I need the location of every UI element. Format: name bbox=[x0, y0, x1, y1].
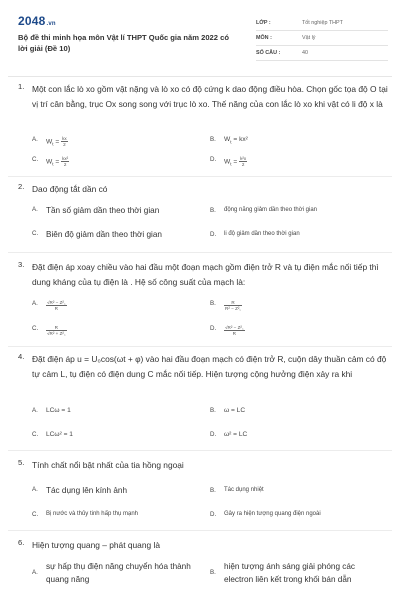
question-2: 2. Dao động tắt dần có A. Tần số giảm dần theo thời gian B. động năng giảm dần theo thời gian C. Biên độ giảm dần theo thời gian D. li độ giảm dần theo thời gian bbox=[18, 182, 388, 252]
quiz-title: Bộ đề thi minh họa môn Vật lí THPT Quốc gia năm 2022 có lời giải (Đề 10) bbox=[18, 33, 229, 53]
question-1: 1. Một con lắc lò xo gồm vật nặng và lò xo có độ cứng k dao động điều hòa. Chọn gốc tọa độ O tại vị trí cân bằng, trục Ox song song với trục lò xo. Thế năng của con lắc lò xo khi vật có li độ x là A. $W_t$ = $\frac{kx}{2}$ B. $W_t = kx^2$ C. $W_t$ = $\frac{\text{kx²}}{2}$ D. $W_t$ = $\frac{\text{k²x}}{2}$ bbox=[18, 82, 388, 167]
question-number: 3. bbox=[18, 260, 25, 269]
question-text: Đặt điện áp xoay chiều vào hai đầu một đoạn mạch gồm điện trở R và tụ điện mắc nối tiếp thì dung kháng của tụ điện là . Hệ số công suất của mạch là: bbox=[32, 262, 379, 287]
question-6 bbox=[18, 538, 388, 600]
question-divider bbox=[8, 346, 392, 347]
quiz-header bbox=[18, 10, 388, 70]
meta-subject: MÔN : Vật lý bbox=[256, 31, 388, 46]
quiz-meta bbox=[256, 16, 388, 61]
question-number: 4. bbox=[18, 352, 25, 361]
question-divider bbox=[8, 176, 392, 177]
site-logo[interactable]: 2048.vn bbox=[18, 14, 56, 28]
question-text: Một con lắc lò xo gồm vật nặng và lò xo có độ cứng k dao động điều hòa. Chọn gốc tọa độ O tại vị trí cân bằng, trục Ox song song với trục lò xo. Thế năng của con lắc lò xo khi vật có li độ x là bbox=[32, 84, 388, 109]
question-3: 3. Đặt điện áp xoay chiều vào hai đầu một đoạn mạch gồm điện trở R và tụ điện mắc nối tiếp thì dung kháng của tụ điện là . Hệ số công suất của mạch là: A. $\frac{\text{√R² − Z²꜀}}{R}$ B. $\frac{R}{\text{R² − Z²꜀}}$ C. $\frac{R}{\text{√R² + Z²꜀}}$ D. $\frac{\text{√R² − Z²꜀}}{R}$ bbox=[18, 260, 388, 350]
question-text: Hiện tượng quang – phát quang là bbox=[32, 540, 160, 550]
question-divider bbox=[8, 450, 392, 451]
question-number: 2. bbox=[18, 182, 25, 191]
question-divider bbox=[8, 252, 392, 253]
meta-count: SỐ CÂU : 40 bbox=[256, 46, 388, 61]
question-text: Dao động tắt dần có bbox=[32, 184, 108, 194]
question-number: 5. bbox=[18, 458, 25, 467]
option-b[interactable]: B. hiện tượng ánh sáng giải phóng các electron liên kết trong khối bán dẫn bbox=[210, 562, 356, 584]
question-text: Tính chất nổi bật nhất của tia hồng ngoại bbox=[32, 460, 184, 470]
option-a[interactable]: A. sự hấp thụ điện năng chuyển hóa thành quang năng bbox=[32, 562, 191, 584]
question-number: 1. bbox=[18, 82, 25, 91]
header-divider bbox=[8, 76, 392, 77]
question-5: 5. Tính chất nổi bật nhất của tia hồng ngoại A. Tác dụng lên kính ảnh B. Tác dụng nhiệt C. Bị nước và thủy tinh hấp thụ mạnh D. Gây ra hiện tượng quang điện ngoài bbox=[18, 458, 388, 528]
question-number: 6. bbox=[18, 538, 25, 547]
question-divider bbox=[8, 530, 392, 531]
question-text: Đặt điện áp u = U₀cos(ωt + φ) vào hai đầu đoạn mạch có điện trở R, cuộn dây thuần cảm có độ tự cảm L, tụ điện có điện dung C mắc nối tiếp. Hiện tượng cộng hưởng điện xảy ra khi bbox=[32, 354, 387, 379]
meta-class: LỚP : Tốt nghiệp THPT bbox=[256, 16, 388, 31]
question-4: 4. Đặt điện áp u = U₀cos(ωt + φ) vào hai đầu đoạn mạch có điện trở R, cuộn dây thuần cảm có độ tự cảm L, tụ điện có điện dung C mắc nối tiếp. Hiện tượng cộng hưởng điện xảy ra khi A. LCω = 1 B. ω = LC C. LCω² = 1 D. ω² = LC bbox=[18, 352, 387, 438]
